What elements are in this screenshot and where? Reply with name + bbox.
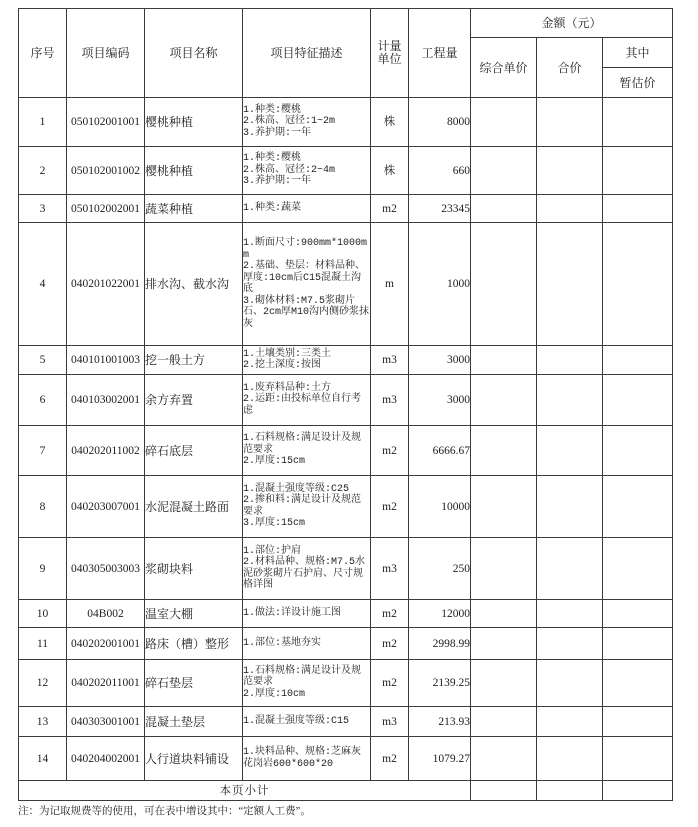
quantity-cell: 213.93 <box>409 707 471 737</box>
item-name-cell: 碎石底层 <box>145 426 243 476</box>
feature-line: 2.运距:由投标单位自行考虑 <box>243 394 362 417</box>
total-price-cell <box>537 707 603 737</box>
seq-cell: 3 <box>19 195 67 223</box>
feature-line: 1.种类:樱桃 <box>243 104 302 116</box>
item-name-cell: 混凝土垫层 <box>145 707 243 737</box>
table-row <box>19 476 673 538</box>
provisional-price-cell <box>603 346 673 375</box>
feature-description-cell <box>243 223 371 346</box>
item-name-cell: 温室大棚 <box>145 600 243 628</box>
total-price-cell <box>537 426 603 476</box>
feature-description-cell <box>243 147 371 195</box>
feature-line: 1.做法:详设计施工图 <box>243 607 342 619</box>
total-price-cell <box>537 600 603 628</box>
feature-description-cell <box>243 98 371 147</box>
table-row <box>19 707 673 737</box>
subtotal-row <box>19 781 673 801</box>
item-code-cell: 050102002001 <box>67 195 145 223</box>
provisional-price-cell <box>603 223 673 346</box>
provisional-price-cell <box>603 147 673 195</box>
item-name-cell: 人行道块料铺设 <box>145 737 243 781</box>
feature-description-cell <box>243 628 371 660</box>
subtotal-label: 本页小计 <box>19 781 471 801</box>
table-row <box>19 628 673 660</box>
header-of-which: 其中 <box>603 38 673 68</box>
feature-line: 2.材料品种、规格:M7.5水泥砂浆砌片石护肩、尺寸规格详图 <box>243 557 366 591</box>
unit-price-cell <box>471 426 537 476</box>
provisional-price-cell <box>603 600 673 628</box>
item-name-cell: 路床（槽）整形 <box>145 628 243 660</box>
feature-description-cell <box>243 476 371 538</box>
provisional-price-cell <box>603 476 673 538</box>
feature-line: 3.养护期:一年 <box>243 127 312 139</box>
feature-description-cell <box>243 737 371 781</box>
total-price-cell <box>537 375 603 426</box>
table-row <box>19 195 673 223</box>
total-price-cell <box>537 476 603 538</box>
quantity-cell: 3000 <box>409 375 471 426</box>
feature-line: 2.挖土深度:按图 <box>243 360 322 371</box>
feature-line: 2.株高、冠径:2~4m <box>243 164 336 176</box>
feature-description-cell <box>243 375 371 426</box>
seq-cell: 10 <box>19 600 67 628</box>
item-name-cell: 挖一般土方 <box>145 346 243 375</box>
item-code-cell: 040202011001 <box>67 660 145 707</box>
quantity-cell: 2998.99 <box>409 628 471 660</box>
quantity-cell: 660 <box>409 147 471 195</box>
quantity-cell: 3000 <box>409 346 471 375</box>
feature-line: 1.石料规格:满足设计及规范要求 <box>243 433 362 456</box>
item-name-cell: 碎石垫层 <box>145 660 243 707</box>
item-code-cell: 040305003003 <box>67 538 145 600</box>
unit-cell: m2 <box>371 426 409 476</box>
unit-cell: m <box>371 223 409 346</box>
item-code-cell: 040103002001 <box>67 375 145 426</box>
provisional-price-cell <box>603 426 673 476</box>
table-row <box>19 737 673 781</box>
provisional-price-cell <box>603 195 673 223</box>
seq-cell: 1 <box>19 98 67 147</box>
quantity-cell: 8000 <box>409 98 471 147</box>
seq-cell: 13 <box>19 707 67 737</box>
header-row <box>19 9 673 38</box>
subtotal-unit-price-cell <box>471 781 537 801</box>
quantity-cell: 6666.67 <box>409 426 471 476</box>
item-code-cell: 040201022001 <box>67 223 145 346</box>
quantity-cell: 23345 <box>409 195 471 223</box>
header-seq: 序号 <box>19 9 67 98</box>
item-code-cell: 050102001001 <box>67 98 145 147</box>
feature-description-cell <box>243 600 371 628</box>
unit-cell: m2 <box>371 660 409 707</box>
seq-cell: 2 <box>19 147 67 195</box>
seq-cell: 7 <box>19 426 67 476</box>
bill-of-quantities-table <box>18 8 673 801</box>
item-name-cell: 樱桃种植 <box>145 147 243 195</box>
quantity-cell: 2139.25 <box>409 660 471 707</box>
feature-line: 1.土壤类别:三类土 <box>243 348 332 360</box>
unit-price-cell <box>471 628 537 660</box>
feature-line: 1.种类:蔬菜 <box>243 202 302 214</box>
item-code-cell: 040203007001 <box>67 476 145 538</box>
feature-line: 1.部位:基地夯实 <box>243 637 322 649</box>
seq-cell: 14 <box>19 737 67 781</box>
header-unit <box>371 9 409 98</box>
unit-price-cell <box>471 600 537 628</box>
feature-line: 2.厚度:15cm <box>243 456 306 468</box>
provisional-price-cell <box>603 628 673 660</box>
feature-line: 1.块料品种、规格:芝麻灰花岗岩600*600*20 <box>243 747 362 770</box>
unit-price-cell <box>471 375 537 426</box>
feature-description-cell <box>243 538 371 600</box>
item-name-cell: 樱桃种植 <box>145 98 243 147</box>
item-code-cell: 040202011002 <box>67 426 145 476</box>
item-code-cell: 04B002 <box>67 600 145 628</box>
header-item-name: 项目名称 <box>145 9 243 98</box>
subtotal-total-price-cell <box>537 781 603 801</box>
item-code-cell: 040204002001 <box>67 737 145 781</box>
provisional-price-cell <box>603 660 673 707</box>
provisional-price-cell <box>603 737 673 781</box>
unit-price-cell <box>471 737 537 781</box>
seq-cell: 11 <box>19 628 67 660</box>
unit-cell: m2 <box>371 628 409 660</box>
seq-cell: 6 <box>19 375 67 426</box>
quantity-cell: 12000 <box>409 600 471 628</box>
table-row <box>19 426 673 476</box>
unit-cell: m2 <box>371 737 409 781</box>
feature-line: 2.掺和料:满足设计及规范要求 <box>243 495 362 518</box>
feature-line: 1.混凝土强度等级:C25 <box>243 483 350 495</box>
unit-price-cell <box>471 476 537 538</box>
header-unit-label: 计量单位 <box>377 39 402 66</box>
feature-description-cell <box>243 426 371 476</box>
item-name-cell: 排水沟、截水沟 <box>145 223 243 346</box>
unit-price-cell <box>471 538 537 600</box>
unit-price-cell <box>471 147 537 195</box>
item-code-cell: 040202001001 <box>67 628 145 660</box>
quantity-cell: 250 <box>409 538 471 600</box>
footnote: 注：为记取规费等的使用，可在表中增设其中：“定额人工费”。 <box>18 806 311 817</box>
unit-cell: m3 <box>371 346 409 375</box>
table-row <box>19 660 673 707</box>
provisional-price-cell <box>603 707 673 737</box>
total-price-cell <box>537 346 603 375</box>
unit-cell: m2 <box>371 476 409 538</box>
unit-cell: m3 <box>371 707 409 737</box>
header-amount: 金额（元） <box>471 9 673 38</box>
table-row <box>19 600 673 628</box>
feature-line: 1.种类:樱桃 <box>243 153 302 165</box>
unit-cell: m2 <box>371 600 409 628</box>
unit-price-cell <box>471 346 537 375</box>
unit-cell: m3 <box>371 538 409 600</box>
unit-price-cell <box>471 707 537 737</box>
feature-description-cell <box>243 707 371 737</box>
total-price-cell <box>537 660 603 707</box>
unit-price-cell <box>471 195 537 223</box>
table-row <box>19 147 673 195</box>
header-quantity: 工程量 <box>409 9 471 98</box>
feature-line: 2.基础、垫层：材料品种、厚度:10cm后C15混凝土沟底 <box>243 261 366 295</box>
feature-line: 1.混凝土强度等级:C15 <box>243 715 350 727</box>
seq-cell: 5 <box>19 346 67 375</box>
seq-cell: 8 <box>19 476 67 538</box>
feature-line: 2.厚度:10cm <box>243 688 306 700</box>
table-row <box>19 538 673 600</box>
seq-cell: 4 <box>19 223 67 346</box>
item-name-cell: 余方弃置 <box>145 375 243 426</box>
total-price-cell <box>537 628 603 660</box>
table-row <box>19 375 673 426</box>
unit-cell: 株 <box>371 98 409 147</box>
table-row <box>19 346 673 375</box>
unit-price-cell <box>471 98 537 147</box>
item-name-cell: 水泥混凝土路面 <box>145 476 243 538</box>
feature-line: 1.部位:护肩 <box>243 545 302 557</box>
quantity-cell: 10000 <box>409 476 471 538</box>
unit-price-cell <box>471 223 537 346</box>
header-item-code: 项目编码 <box>67 9 145 98</box>
subtotal-provisional-price-cell <box>603 781 673 801</box>
table-row <box>19 98 673 147</box>
feature-line: 1.断面尺寸:900mm*1000mm <box>243 238 368 261</box>
item-name-cell: 浆砌块料 <box>145 538 243 600</box>
total-price-cell <box>537 195 603 223</box>
header-total-price: 合价 <box>537 38 603 98</box>
provisional-price-cell <box>603 98 673 147</box>
seq-cell: 9 <box>19 538 67 600</box>
provisional-price-cell <box>603 538 673 600</box>
provisional-price-cell <box>603 375 673 426</box>
feature-line: 1.废弃料品种:土方 <box>243 382 332 394</box>
feature-description-cell <box>243 346 371 375</box>
feature-description-cell <box>243 660 371 707</box>
unit-price-cell <box>471 660 537 707</box>
header-provisional-price: 暂估价 <box>603 68 673 98</box>
header-unit-price: 综合单价 <box>471 38 537 98</box>
header-feature-description: 项目特征描述 <box>243 9 371 98</box>
total-price-cell <box>537 98 603 147</box>
unit-cell: m2 <box>371 195 409 223</box>
item-code-cell: 040303001001 <box>67 707 145 737</box>
item-code-cell: 040101001003 <box>67 346 145 375</box>
total-price-cell <box>537 147 603 195</box>
table-row <box>19 223 673 346</box>
seq-cell: 12 <box>19 660 67 707</box>
item-code-cell: 050102001002 <box>67 147 145 195</box>
feature-line: 3.砌体材料:M7.5浆砌片石、2cm厚M10沟内侧砂浆抹灰 <box>243 295 370 330</box>
feature-line: 3.厚度:15cm <box>243 518 306 529</box>
quantity-cell: 1000 <box>409 223 471 346</box>
item-name-cell: 蔬菜种植 <box>145 195 243 223</box>
quantity-cell: 1079.27 <box>409 737 471 781</box>
total-price-cell <box>537 737 603 781</box>
unit-cell: m3 <box>371 375 409 426</box>
feature-line: 1.石料规格:满足设计及规范要求 <box>243 665 362 689</box>
total-price-cell <box>537 538 603 600</box>
feature-line: 2.株高、冠径:1~2m <box>243 116 336 128</box>
feature-line: 3.养护期:一年 <box>243 176 312 188</box>
unit-cell: 株 <box>371 147 409 195</box>
total-price-cell <box>537 223 603 346</box>
feature-description-cell <box>243 195 371 223</box>
